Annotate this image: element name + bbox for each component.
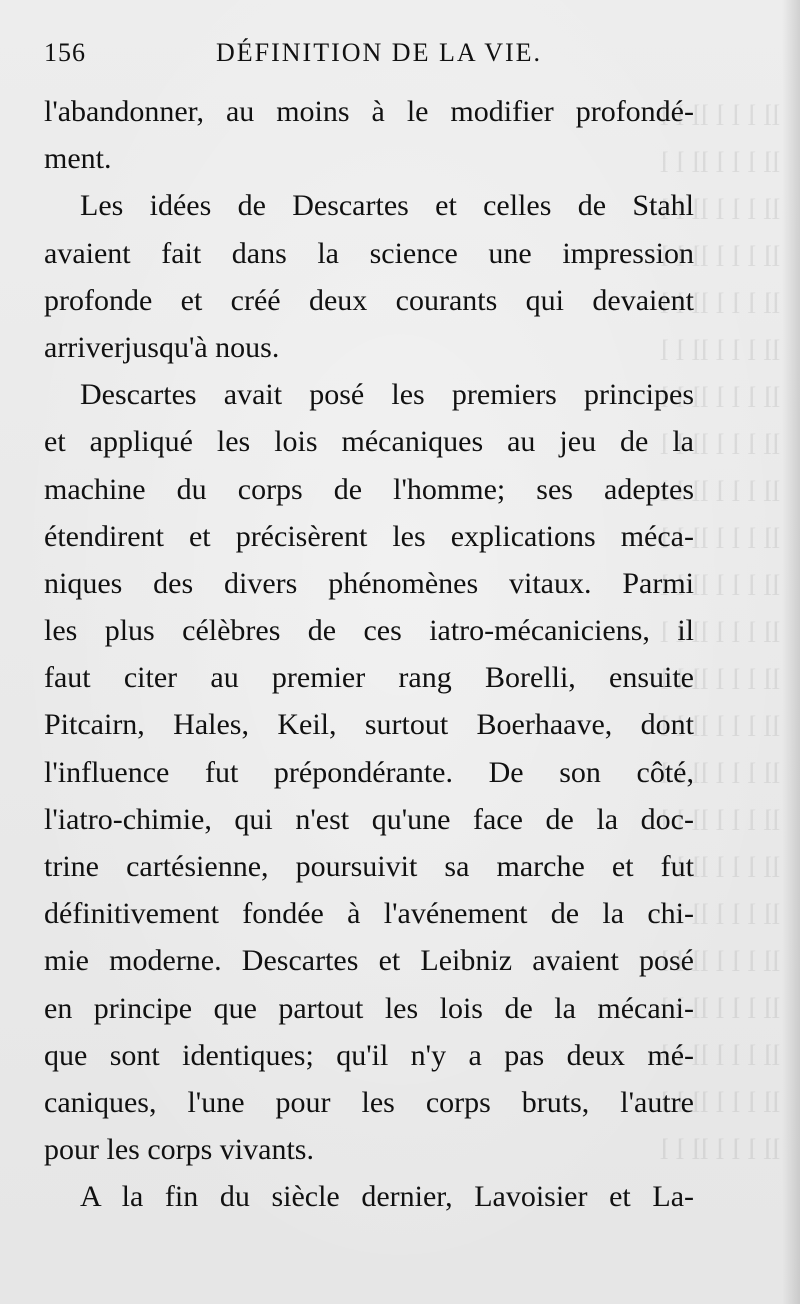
text-line: machine du corps de l'homme; ses adeptes: [44, 472, 694, 506]
text-line: arriverjusqu'à nous.: [44, 330, 280, 364]
running-head: DÉFINITION DE LA VIE.: [216, 38, 543, 67]
text-line: les plus célèbres de ces iatro-mécaniciens, il: [44, 614, 694, 648]
text-line: niques des divers phénomènes vitaux. Parmi: [44, 566, 694, 600]
text-line: mie moderne. Descartes et Leibniz avaient posé: [44, 944, 694, 978]
text-line: avaient fait dans la science une impression: [44, 236, 694, 270]
text-line: Pitcairn, Hales, Keil, surtout Boerhaave, dont: [44, 708, 694, 742]
text-line: étendirent et précisèrent les explications méca-: [44, 519, 694, 553]
text-line: ment.: [44, 142, 112, 176]
text-line: faut citer au premier rang Borelli, ensuite: [44, 661, 694, 695]
text-line: et appliqué les lois mécaniques au jeu de la: [44, 425, 694, 459]
text-line: que sont identiques; qu'il n'y a pas deux mé-: [44, 1038, 694, 1072]
text-line: trine cartésienne, poursuivit sa marche et fut: [44, 850, 694, 883]
text-line: caniques, l'une pour les corps bruts, l'autre: [44, 1085, 694, 1119]
text-line: l'iatro-chimie, qui n'est qu'une face de la doc-: [44, 802, 694, 836]
text-line: A la fin du siècle dernier, Lavoisier et La-: [80, 1180, 694, 1214]
text-line: Les idées de Descartes et celles de Stahl: [80, 189, 694, 223]
text-line: l'abandonner, au moins à le modifier profondé-: [44, 95, 694, 128]
text-line: profonde et créé deux courants qui devaient: [44, 283, 694, 317]
text-line: définitivement fondée à l'avénement de la chi-: [44, 897, 694, 931]
text-line: Descartes avait posé les premiers principes: [80, 378, 694, 412]
page-header: [44, 38, 696, 78]
show-through-text: ll l l l ll l l ll l l l ll l l ll l l l ll l l ll l l l ll l l ll l l l ll l l ll l l l ll l l ll l l l ll l l ll l l l ll l l ll l l l ll l l ll l l l ll l l ll l l l ll l l ll l l l ll l l ll l l l ll l l ll l l l ll l l ll l l l ll l l ll l l l ll l l ll l l l ll l l ll l l l ll l l ll l l l ll l l ll l l l ll l l ll l l l ll l l ll l l l ll l l ll l l l ll l l: [660, 99, 781, 1166]
text-line: l'influence fut prépondérante. De son côté,: [44, 755, 694, 789]
body-text: [44, 88, 694, 1221]
page-number: 156: [44, 38, 86, 67]
text-line: pour les corps vivants.: [44, 1133, 314, 1167]
text-line: en principe que partout les lois de la mécani-: [44, 991, 694, 1025]
